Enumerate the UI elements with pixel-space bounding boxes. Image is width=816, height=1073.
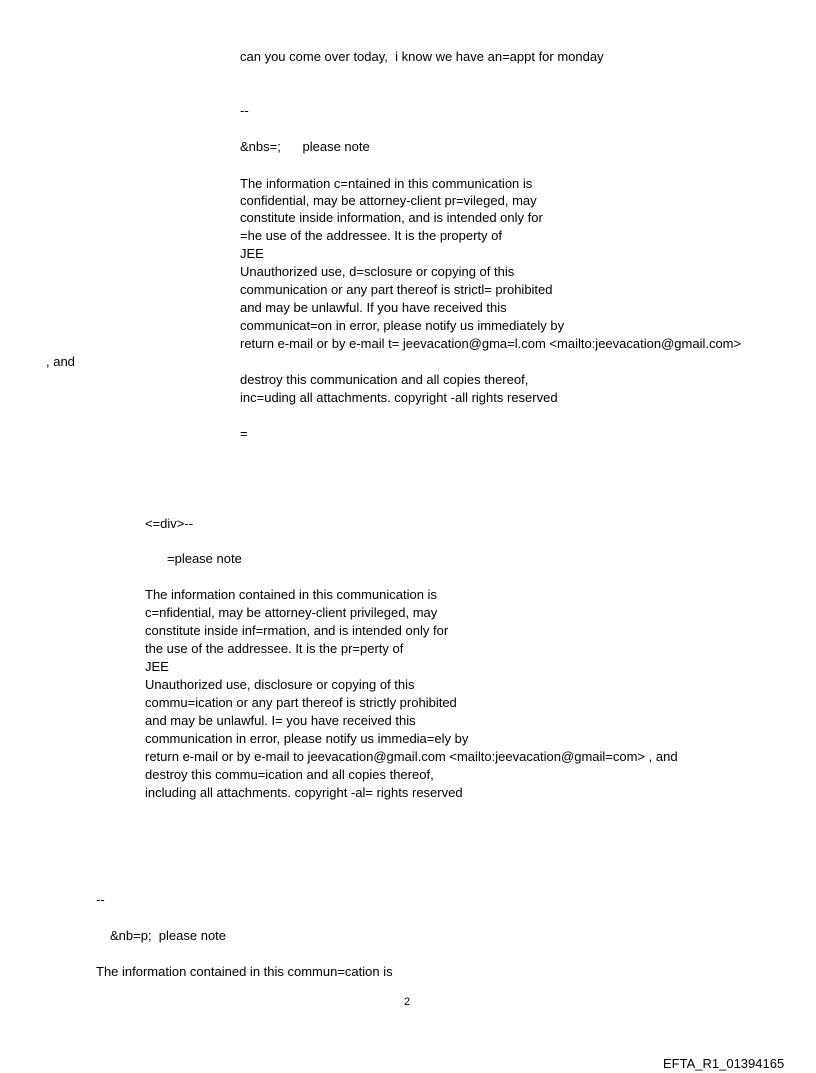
disclaimer-line: constitute inside inf=rmation, and is intended only for [145,623,449,638]
page-number: 2 [404,996,411,1008]
disclaimer-email-line: return e-mail or by e-mail to jeevacation@gmail.com <mailto:jeevacation@gmail=com> , and [145,749,678,764]
please-note-heading: =please note [167,551,242,566]
div-marker: <=div>-- [145,516,194,531]
disclaimer-line: and may be unlawful. I= you have received this [145,713,416,728]
disclaimer-line: constitute inside information, and is intended only for [240,210,543,225]
disclaimer-line: and may be unlawful. If you have received this [240,300,507,315]
disclaimer-line: communication or any part thereof is strictl= prohibited [240,282,553,297]
disclaimer-line: including all attachments. copyright -al= rights reserved [145,785,463,800]
bates-number: EFTA_R1_01394165 [663,1056,785,1071]
disclaimer-line: =he use of the addressee. It is the property of [240,228,502,243]
disclaimer-line: confidential, may be attorney-client pr=vileged, may [240,193,537,208]
please-note-heading: &nb=p; please note [110,928,227,943]
disclaimer-line: the use of the addressee. It is the pr=perty of [145,641,404,656]
wrap-fragment: , and [46,354,75,369]
closing-line: destroy this communication and all copies thereof, [240,372,529,387]
disclaimer-line: c=nfidential, may be attorney-client privileged, may [145,605,438,620]
trailing-equals: = [240,426,248,441]
disclaimer-line: Unauthorized use, disclosure or copying of this [145,677,415,692]
disclaimer-line: JEE [145,659,169,674]
disclaimer-line: The information c=ntained in this communication is [240,176,533,191]
signature-dashes: -- [240,103,249,118]
intro-line: can you come over today, i know we have an=appt for monday [240,49,604,64]
disclaimer-email-line: return e-mail or by e-mail t= jeevacation@gma=l.com <mailto:jeevacation@gmail.com> [240,336,742,351]
disclaimer-line: communication in error, please notify us immedia=ely by [145,731,469,746]
disclaimer-line: destroy this commu=ication and all copies thereof, [145,767,434,782]
disclaimer-line: JEE [240,246,264,261]
signature-dashes: -- [96,892,105,907]
please-note-heading: &nbs=; please note [240,139,370,154]
disclaimer-line: commu=ication or any part thereof is strictly prohibited [145,695,457,710]
disclaimer-line: The information contained in this communication is [145,587,437,602]
disclaimer-line: The information contained in this commun=cation is [96,964,393,979]
disclaimer-line: communicat=on in error, please notify us immediately by [240,318,565,333]
closing-line: inc=uding all attachments. copyright -all rights reserved [240,390,558,405]
disclaimer-line: Unauthorized use, d=sclosure or copying of this [240,264,515,279]
